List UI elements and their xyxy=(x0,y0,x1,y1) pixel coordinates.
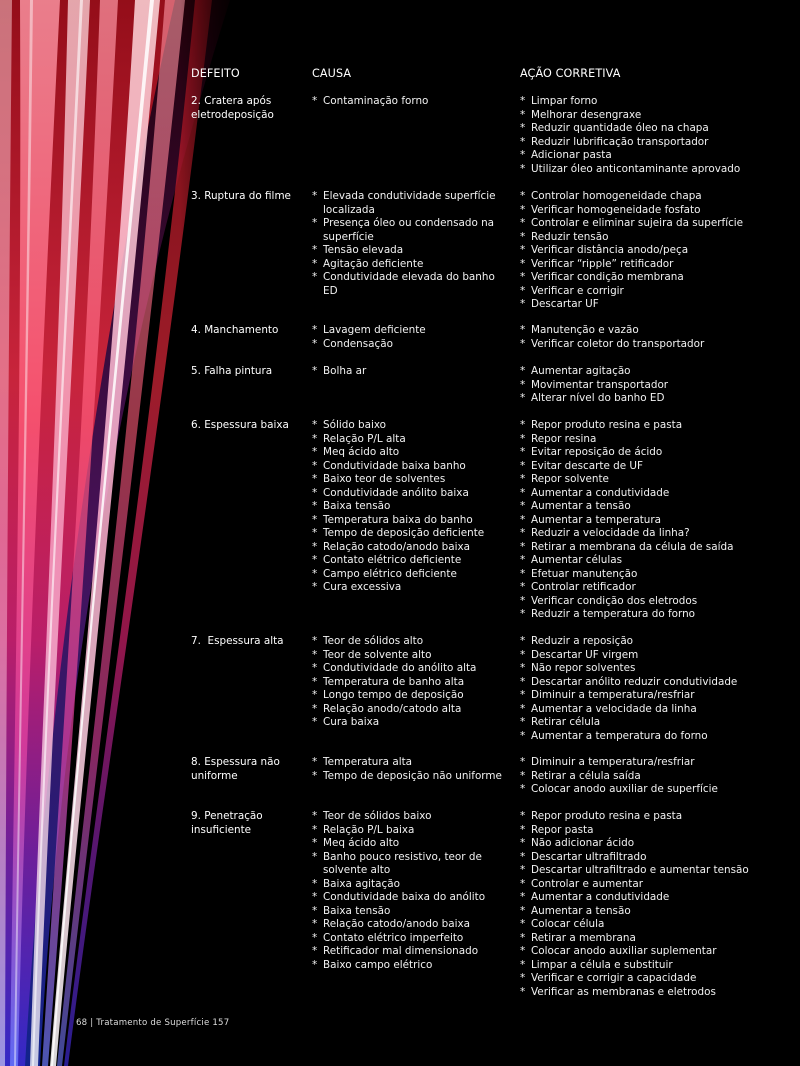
action-item: * Aumentar células xyxy=(520,554,800,568)
cause-item: * Cura excessiva xyxy=(312,581,512,595)
action-item: * Verificar as membranas e eletrodos xyxy=(520,986,800,1000)
cause-item: * Sólido baixo xyxy=(312,419,512,433)
action-item: * Aumentar a tensão xyxy=(520,905,800,919)
cause-item: * Presença óleo ou condensado na superfície xyxy=(312,217,512,244)
cause-list xyxy=(312,756,512,783)
action-item: * Aumentar a condutividade xyxy=(520,487,800,501)
cause-list xyxy=(312,324,512,351)
action-item: * Verificar coletor do transportador xyxy=(520,338,800,352)
action-list xyxy=(520,419,800,622)
defect-label: 6. Espessura baixa xyxy=(191,419,289,431)
cause-item: * Meq ácido alto xyxy=(312,837,512,851)
defect-label: 4. Manchamento xyxy=(191,324,279,336)
cause-item: * Campo elétrico deficiente xyxy=(312,568,512,582)
action-item: * Manutenção e vazão xyxy=(520,324,800,338)
cause-item: * Relação P/L alta xyxy=(312,433,512,447)
cause-item: * Relação P/L baixa xyxy=(312,824,512,838)
cause-item: * Tempo de deposição não uniforme xyxy=(312,770,512,784)
cause-item: * Baixo teor de solventes xyxy=(312,473,512,487)
action-item: * Verificar e corrigir xyxy=(520,285,800,299)
action-item: * Aumentar a velocidade da linha xyxy=(520,703,800,717)
action-list xyxy=(520,635,800,743)
action-item: * Reduzir a reposição xyxy=(520,635,800,649)
action-item: * Aumentar a temperatura xyxy=(520,514,800,528)
action-item: * Retirar a célula saída xyxy=(520,770,800,784)
action-item: * Controlar e eliminar sujeira da superfície xyxy=(520,217,800,231)
action-item: * Repor pasta xyxy=(520,824,800,838)
action-item: * Retirar a membrana xyxy=(520,932,800,946)
cause-item: * Teor de sólidos baixo xyxy=(312,810,512,824)
defect-label: 7. Espessura alta xyxy=(191,635,284,647)
cause-item: * Tensão elevada xyxy=(312,244,512,258)
cause-item: * Temperatura baixa do banho xyxy=(312,514,512,528)
cause-item: * Contato elétrico deficiente xyxy=(312,554,512,568)
action-item: * Descartar ultrafiltrado e aumentar tensão xyxy=(520,864,800,878)
action-item: * Melhorar desengraxe xyxy=(520,109,800,123)
cause-item: * Banho pouco resistivo, teor de solvente alto xyxy=(312,851,512,878)
action-item: * Verificar e corrigir a capacidade xyxy=(520,972,800,986)
action-item: * Repor solvente xyxy=(520,473,800,487)
action-item: * Verificar distância anodo/peça xyxy=(520,244,800,258)
action-item: * Aumentar a tensão xyxy=(520,500,800,514)
cause-item: * Baixa agitação xyxy=(312,878,512,892)
action-item: * Limpar a célula e substituir xyxy=(520,959,800,973)
action-item: * Repor resina xyxy=(520,433,800,447)
cause-list xyxy=(312,365,512,379)
header-defeito: DEFEITO xyxy=(191,67,240,80)
action-list xyxy=(520,95,800,176)
cause-item: * Contato elétrico imperfeito xyxy=(312,932,512,946)
cause-item: * Cura baixa xyxy=(312,716,512,730)
cause-item: * Contaminação forno xyxy=(312,95,512,109)
action-item: * Aumentar agitação xyxy=(520,365,800,379)
cause-item: * Condutividade baixa banho xyxy=(312,460,512,474)
cause-item: * Condutividade baixa do anólito xyxy=(312,891,512,905)
action-item: * Descartar UF xyxy=(520,298,800,312)
cause-item: * Condutividade elevada do banho ED xyxy=(312,271,512,298)
action-item: * Controlar homogeneidade chapa xyxy=(520,190,800,204)
cause-item: * Meq ácido alto xyxy=(312,446,512,460)
defect-label: 3. Ruptura do filme xyxy=(191,190,291,202)
action-item: * Reduzir quantidade óleo na chapa xyxy=(520,122,800,136)
cause-item: * Longo tempo de deposição xyxy=(312,689,512,703)
cause-item: * Relação anodo/catodo alta xyxy=(312,703,512,717)
cause-item: * Relação catodo/anodo baixa xyxy=(312,541,512,555)
action-item: * Evitar reposição de ácido xyxy=(520,446,800,460)
header-acao-corretiva: AÇÃO CORRETIVA xyxy=(520,67,621,80)
defect-label: 9. Penetração insuficiente xyxy=(191,810,263,836)
action-list xyxy=(520,324,800,351)
cause-item: * Baixa tensão xyxy=(312,500,512,514)
cause-item: * Baixa tensão xyxy=(312,905,512,919)
action-list xyxy=(520,365,800,406)
action-item: * Adicionar pasta xyxy=(520,149,800,163)
action-item: * Não adicionar ácido xyxy=(520,837,800,851)
action-item: * Utilizar óleo anticontaminante aprovado xyxy=(520,163,800,177)
defect-label: 5. Falha pintura xyxy=(191,365,273,377)
action-item: * Limpar forno xyxy=(520,95,800,109)
action-item: * Verificar “ripple” retificador xyxy=(520,258,800,272)
header-causa: CAUSA xyxy=(312,67,352,80)
action-item: * Descartar UF virgem xyxy=(520,649,800,663)
cause-item: * Bolha ar xyxy=(312,365,512,379)
cause-list xyxy=(312,810,512,972)
cause-item: * Condutividade do anólito alta xyxy=(312,662,512,676)
action-item: * Controlar e aumentar xyxy=(520,878,800,892)
cause-item: * Elevada condutividade superfície localizada xyxy=(312,190,512,217)
action-item: * Alterar nível do banho ED xyxy=(520,392,800,406)
cause-item: * Agitação deficiente xyxy=(312,258,512,272)
action-item: * Verificar condição membrana xyxy=(520,271,800,285)
action-item: * Reduzir a temperatura do forno xyxy=(520,608,800,622)
action-item: * Aumentar a condutividade xyxy=(520,891,800,905)
cause-list xyxy=(312,419,512,595)
cause-item: * Baixo campo elétrico xyxy=(312,959,512,973)
action-item: * Descartar anólito reduzir condutividade xyxy=(520,676,800,690)
cause-item: * Temperatura de banho alta xyxy=(312,676,512,690)
cause-item: * Condensação xyxy=(312,338,512,352)
action-item: * Efetuar manutenção xyxy=(520,568,800,582)
cause-item: * Teor de solvente alto xyxy=(312,649,512,663)
cause-item: * Lavagem deficiente xyxy=(312,324,512,338)
cause-list xyxy=(312,190,512,298)
cause-list xyxy=(312,635,512,730)
action-item: * Verificar homogeneidade fosfato xyxy=(520,204,800,218)
defect-label: 8. Espessura não uniforme xyxy=(191,756,280,782)
cause-item: * Retificador mal dimensionado xyxy=(312,945,512,959)
action-item: * Colocar célula xyxy=(520,918,800,932)
action-item: * Colocar anodo auxiliar de superfície xyxy=(520,783,800,797)
action-item: * Não repor solventes xyxy=(520,662,800,676)
action-item: * Repor produto resina e pasta xyxy=(520,810,800,824)
cause-item: * Condutividade anólito baixa xyxy=(312,487,512,501)
cause-item: * Tempo de deposição deficiente xyxy=(312,527,512,541)
action-item: * Diminuir a temperatura/resfriar xyxy=(520,756,800,770)
action-item: * Retirar a membrana da célula de saída xyxy=(520,541,800,555)
page-footer: 68 | Tratamento de Superfície 157 xyxy=(76,1018,230,1028)
action-item: * Repor produto resina e pasta xyxy=(520,419,800,433)
action-item: * Retirar célula xyxy=(520,716,800,730)
cause-item: * Temperatura alta xyxy=(312,756,512,770)
action-item: * Reduzir tensão xyxy=(520,231,800,245)
action-item: * Reduzir a velocidade da linha? xyxy=(520,527,800,541)
action-item: * Reduzir lubrificação transportador xyxy=(520,136,800,150)
defect-label: 2. Cratera após eletrodeposição xyxy=(191,95,274,121)
action-item: * Aumentar a temperatura do forno xyxy=(520,730,800,744)
action-list xyxy=(520,810,800,999)
action-item: * Diminuir a temperatura/resfriar xyxy=(520,689,800,703)
action-item: * Colocar anodo auxiliar suplementar xyxy=(520,945,800,959)
action-list xyxy=(520,756,800,797)
action-item: * Controlar retificador xyxy=(520,581,800,595)
action-item: * Movimentar transportador xyxy=(520,379,800,393)
action-item: * Verificar condição dos eletrodos xyxy=(520,595,800,609)
cause-list xyxy=(312,95,512,109)
cause-item: * Relação catodo/anodo baixa xyxy=(312,918,512,932)
cause-item: * Teor de sólidos alto xyxy=(312,635,512,649)
action-list xyxy=(520,190,800,312)
action-item: * Evitar descarte de UF xyxy=(520,460,800,474)
action-item: * Descartar ultrafiltrado xyxy=(520,851,800,865)
